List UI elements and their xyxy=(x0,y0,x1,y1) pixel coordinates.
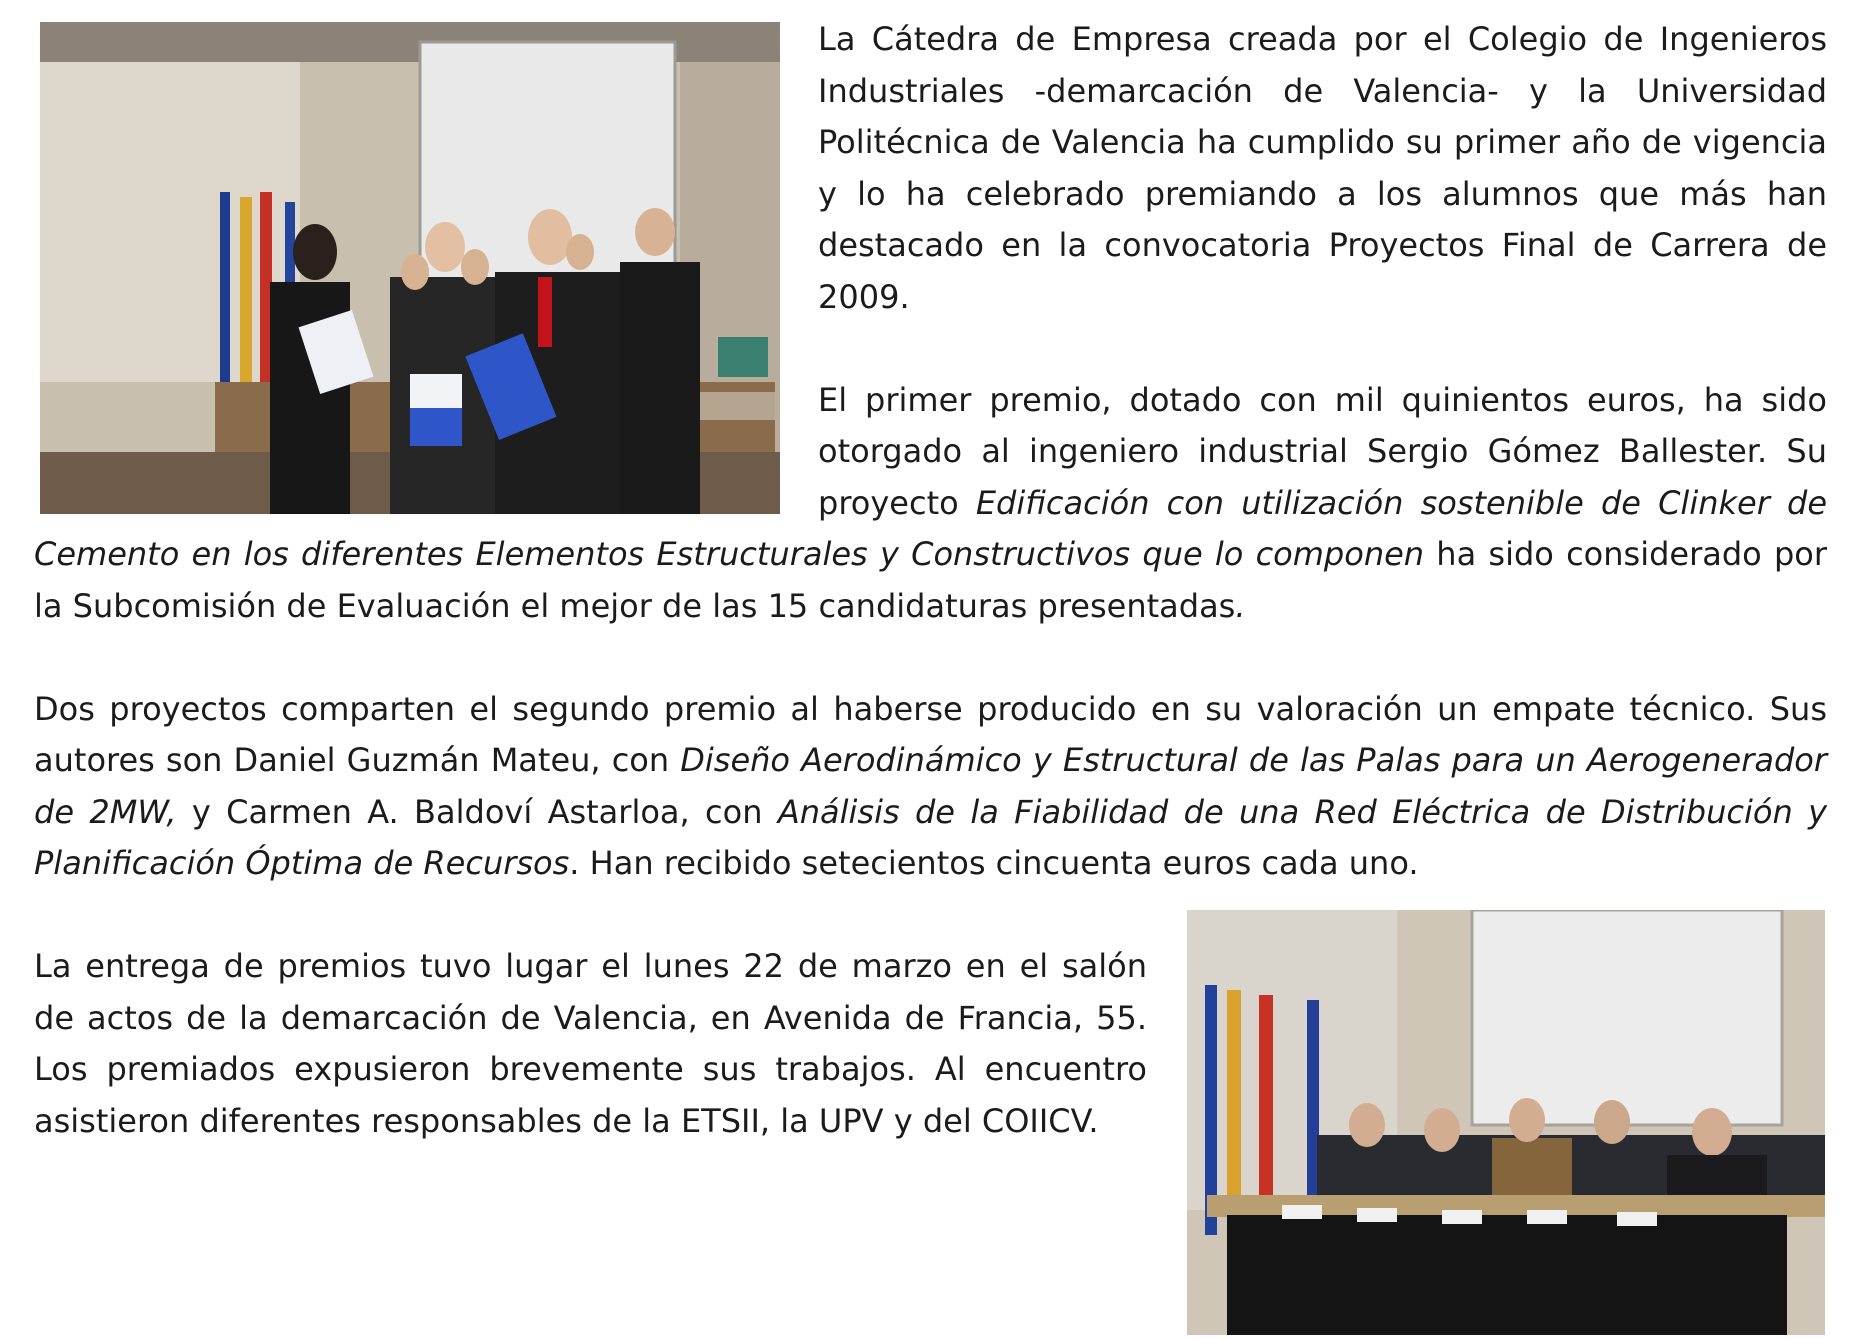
award-winners-photo xyxy=(40,22,780,514)
first-prize-text: El primer premio, dotado con mil quinientos euros, ha sido otorgado al ingeniero industrial Sergio Gómez Ballester. Su proyecto xyxy=(818,380,1827,522)
article xyxy=(34,14,1827,1335)
first-prize-project-title: Edificación con utilización sostenible de Clinker de Cemento en los diferentes Elementos Estructurales y Constructivos que lo componen xyxy=(34,483,1828,573)
paragraph-spacer xyxy=(34,632,1827,684)
second-prize-amount-text: . Han recibido setecientos cincuenta euros cada uno. xyxy=(569,844,1419,882)
second-prize-paragraph xyxy=(34,684,1827,890)
second-prize-intro-text: Dos proyectos comparten el segundo premio al haberse producido en su valoración un empate técnico. Sus autores son Daniel Guzmán Mateu, con xyxy=(34,689,1827,779)
second-prize-author-2-text: y Carmen A. Baldoví Astarloa, con xyxy=(176,792,778,831)
first-prize-result-text: ha sido considerado por la Subcomisión de Evaluación el mejor de las 15 candidaturas presentadas xyxy=(34,535,1828,625)
first-prize-period: . xyxy=(1235,586,1246,625)
ceremony-text: La entrega de premios tuvo lugar el lunes 22 de marzo en el salón de actos de la demarcación de Valencia, en Avenida de Francia, 55. Los premiados expusieron brevemente sus trabajos. Al encuentro asistieron diferentes responsables de la ETSII, la UPV y del COIICV. xyxy=(34,947,1147,1140)
award-ceremony-panel-photo xyxy=(1187,910,1825,1335)
intro-text: La Cátedra de Empresa creada por el Colegio de Ingenieros Industriales -demarcación de Valencia- y la Universidad Politécnica de Valencia ha cumplido su primer año de vigencia y lo ha celebrado premiando a los alumnos que más han destacado en la convocatoria Proyectos Final de Carrera de 2009. xyxy=(818,20,1827,316)
second-prize-project-title-1: Diseño Aerodinámico y Estructural de las Palas para un Aerogenerador de 2MW, xyxy=(34,741,1828,831)
second-prize-project-title-2: Análisis de la Fiabilidad de una Red Eléctrica de Distribución y Planificación Óptima de Recursos xyxy=(34,792,1828,882)
